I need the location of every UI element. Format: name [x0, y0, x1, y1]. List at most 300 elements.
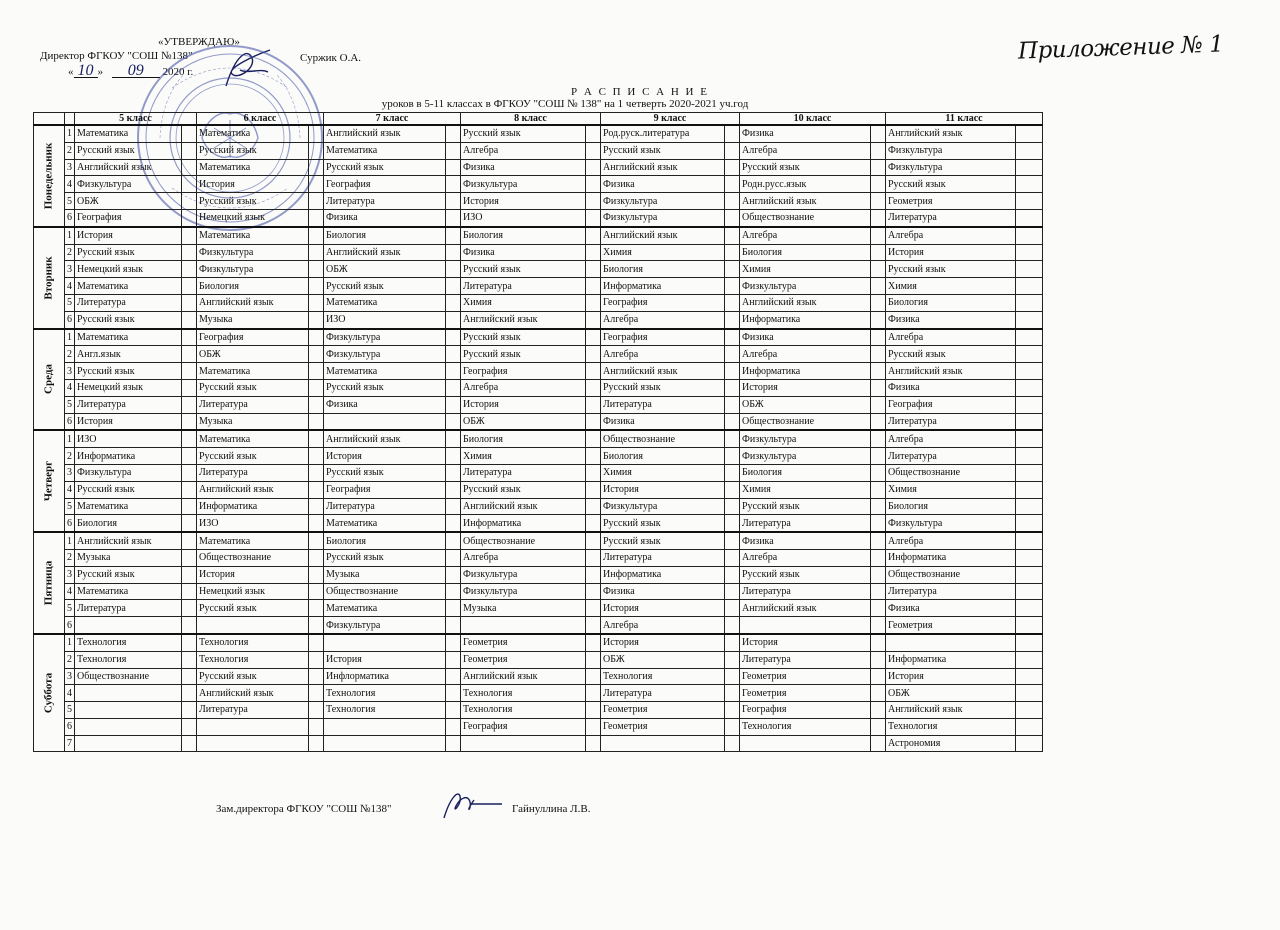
subject-cell: История — [740, 634, 871, 651]
subject-cell: Физкультура — [75, 176, 182, 193]
room-cell — [309, 448, 324, 465]
subject-cell: Технология — [324, 685, 446, 702]
subject-cell: ОБЖ — [886, 685, 1016, 702]
lesson-row — [34, 193, 1043, 210]
subject-cell: Геометрия — [461, 651, 586, 668]
deputy-name: Гайнуллина Л.В. — [512, 803, 591, 815]
director-name: Суржик О.А. — [300, 52, 362, 64]
subject-cell: История — [740, 379, 871, 396]
room-cell — [446, 498, 461, 515]
lesson-number: 5 — [65, 600, 75, 617]
subject-cell: Математика — [324, 600, 446, 617]
room-cell — [725, 448, 740, 465]
room-cell — [446, 532, 461, 549]
room-cell — [1016, 702, 1043, 719]
lesson-number: 2 — [65, 142, 75, 159]
subject-cell: Русский язык — [75, 363, 182, 380]
lesson-number: 5 — [65, 498, 75, 515]
day-cell — [34, 634, 65, 752]
subject-cell: Химия — [601, 244, 725, 261]
room-cell — [725, 244, 740, 261]
lesson-row — [34, 430, 1043, 447]
room-cell — [309, 159, 324, 176]
subject-cell — [740, 617, 871, 634]
room-cell — [1016, 515, 1043, 532]
lesson-row — [34, 566, 1043, 583]
subject-cell: Русский язык — [197, 668, 309, 685]
subject-cell: Геометрия — [886, 193, 1016, 210]
lesson-row — [34, 583, 1043, 600]
day-label: Суббота — [42, 673, 55, 714]
room-cell — [586, 498, 601, 515]
subject-cell: Литература — [886, 413, 1016, 430]
subject-cell: История — [601, 481, 725, 498]
room-cell — [309, 702, 324, 719]
subject-cell: ИЗО — [75, 430, 182, 447]
subject-cell: Обществознание — [197, 549, 309, 566]
lesson-number: 3 — [65, 464, 75, 481]
room-cell — [446, 600, 461, 617]
room-cell — [182, 430, 197, 447]
subject-cell: Музыка — [75, 549, 182, 566]
room-cell — [309, 481, 324, 498]
room-cell — [309, 566, 324, 583]
subject-cell: Английский язык — [324, 244, 446, 261]
subject-cell: История — [197, 566, 309, 583]
subject-cell: Биология — [740, 464, 871, 481]
lesson-row — [34, 379, 1043, 396]
room-cell — [309, 651, 324, 668]
subject-cell: Математика — [75, 329, 182, 346]
room-cell — [586, 634, 601, 651]
subject-cell: Русский язык — [197, 142, 309, 159]
room-cell — [446, 668, 461, 685]
room-cell — [586, 617, 601, 634]
room-cell — [586, 261, 601, 278]
room-cell — [1016, 566, 1043, 583]
subject-cell: Литература — [461, 278, 586, 295]
subject-cell: Физкультура — [197, 244, 309, 261]
room-cell — [1016, 634, 1043, 651]
subject-cell: Химия — [886, 278, 1016, 295]
room-cell — [725, 142, 740, 159]
room-cell — [446, 227, 461, 244]
lesson-row — [34, 735, 1043, 752]
room-cell — [586, 311, 601, 328]
subject-cell: История — [601, 634, 725, 651]
subject-cell: Английский язык — [197, 294, 309, 311]
document-subtitle: уроков в 5-11 классах в ФГКОУ "СОШ № 138" на 1 четверть 2020-2021 уч.год — [381, 98, 749, 110]
room-cell — [446, 464, 461, 481]
subject-cell: Литература — [75, 600, 182, 617]
room-cell — [871, 329, 886, 346]
room-cell — [725, 261, 740, 278]
subject-cell: Математика — [75, 278, 182, 295]
subject-cell — [324, 634, 446, 651]
subject-cell: Немецкий язык — [75, 379, 182, 396]
room-cell — [446, 261, 461, 278]
room-cell — [446, 718, 461, 735]
room-cell — [871, 702, 886, 719]
room-cell — [182, 176, 197, 193]
subject-cell: ИЗО — [324, 311, 446, 328]
lesson-row — [34, 159, 1043, 176]
room-cell — [446, 583, 461, 600]
class-header-row — [34, 113, 1043, 126]
room-cell — [182, 481, 197, 498]
lesson-row — [34, 702, 1043, 719]
room-cell — [182, 515, 197, 532]
director-title: Директор ФГКОУ "СОШ №138" — [40, 50, 193, 62]
subject-cell: Биология — [197, 278, 309, 295]
subject-cell: Инфлорматика — [324, 668, 446, 685]
room-cell — [725, 329, 740, 346]
lesson-number: 4 — [65, 176, 75, 193]
room-cell — [1016, 413, 1043, 430]
room-cell — [182, 379, 197, 396]
subject-cell: Английский язык — [324, 430, 446, 447]
room-cell — [871, 227, 886, 244]
room-cell — [309, 209, 324, 226]
room-cell — [586, 651, 601, 668]
lesson-row — [34, 227, 1043, 244]
subject-cell: Английский язык — [197, 481, 309, 498]
subject-cell: Информатика — [601, 566, 725, 583]
lesson-number: 4 — [65, 379, 75, 396]
room-cell — [725, 532, 740, 549]
room-cell — [446, 651, 461, 668]
subject-cell: Русский язык — [886, 176, 1016, 193]
class-header: 10 класс — [740, 113, 886, 126]
subject-cell: История — [75, 227, 182, 244]
lesson-row — [34, 125, 1043, 142]
lesson-row — [34, 261, 1043, 278]
subject-cell: Обществознание — [601, 430, 725, 447]
room-cell — [182, 142, 197, 159]
room-cell — [871, 617, 886, 634]
room-cell — [871, 685, 886, 702]
room-cell — [1016, 159, 1043, 176]
day-cell — [34, 227, 65, 329]
subject-cell: Физкультура — [601, 193, 725, 210]
room-cell — [1016, 363, 1043, 380]
room-cell — [1016, 294, 1043, 311]
subject-cell — [75, 685, 182, 702]
room-cell — [182, 159, 197, 176]
subject-cell: Алгебра — [886, 227, 1016, 244]
room-cell — [446, 363, 461, 380]
room-cell — [871, 244, 886, 261]
lesson-number: 3 — [65, 363, 75, 380]
subject-cell — [75, 735, 182, 752]
subject-cell: Алгебра — [886, 430, 1016, 447]
room-cell — [725, 346, 740, 363]
room-cell — [725, 566, 740, 583]
lesson-number: 2 — [65, 651, 75, 668]
room-cell — [309, 583, 324, 600]
room-cell — [725, 430, 740, 447]
room-cell — [586, 142, 601, 159]
subject-cell: Технология — [740, 718, 871, 735]
subject-cell: Обществознание — [324, 583, 446, 600]
room-cell — [182, 311, 197, 328]
subject-cell: История — [197, 176, 309, 193]
room-cell — [182, 634, 197, 651]
subject-cell: Английский язык — [75, 159, 182, 176]
approve-label: «УТВЕРЖДАЮ» — [158, 36, 240, 48]
subject-cell: Род.руск.литература — [601, 125, 725, 142]
subject-cell: Русский язык — [75, 566, 182, 583]
lesson-row — [34, 413, 1043, 430]
lesson-number: 1 — [65, 634, 75, 651]
subject-cell: Литература — [461, 464, 586, 481]
subject-cell: Биология — [886, 294, 1016, 311]
room-cell — [586, 566, 601, 583]
room-cell — [309, 685, 324, 702]
lesson-row — [34, 311, 1043, 328]
room-cell — [871, 176, 886, 193]
room-cell — [309, 413, 324, 430]
room-cell — [182, 498, 197, 515]
subject-cell — [601, 735, 725, 752]
subject-cell: Математика — [75, 583, 182, 600]
subject-cell: Математика — [197, 532, 309, 549]
subject-cell: Физкультура — [324, 329, 446, 346]
subject-cell: Литература — [324, 193, 446, 210]
room-cell — [309, 244, 324, 261]
subject-cell: Технология — [197, 651, 309, 668]
class-header: 7 класс — [324, 113, 461, 126]
room-cell — [309, 294, 324, 311]
subject-cell: Алгебра — [740, 346, 871, 363]
room-cell — [871, 515, 886, 532]
subject-cell: Алгебра — [601, 617, 725, 634]
room-cell — [725, 617, 740, 634]
subject-cell: Технология — [461, 702, 586, 719]
day-label: Среда — [42, 364, 55, 395]
subject-cell: Химия — [886, 481, 1016, 498]
room-cell — [1016, 379, 1043, 396]
room-cell — [1016, 448, 1043, 465]
lesson-number: 5 — [65, 396, 75, 413]
room-cell — [586, 481, 601, 498]
subject-cell: Физкультура — [324, 617, 446, 634]
room-cell — [309, 261, 324, 278]
room-cell — [725, 498, 740, 515]
subject-cell: Физкультура — [324, 346, 446, 363]
subject-cell: Литература — [886, 583, 1016, 600]
subject-cell: Английский язык — [461, 498, 586, 515]
room-cell — [1016, 718, 1043, 735]
subject-cell: Русский язык — [740, 566, 871, 583]
subject-cell: Алгебра — [461, 379, 586, 396]
room-cell — [871, 668, 886, 685]
subject-cell: Биология — [601, 261, 725, 278]
lesson-number: 5 — [65, 193, 75, 210]
subject-cell: Русский язык — [75, 481, 182, 498]
header-corner — [65, 113, 75, 126]
subject-cell — [324, 718, 446, 735]
deputy-title: Зам.директора ФГКОУ "СОШ №138" — [216, 803, 392, 815]
room-cell — [1016, 261, 1043, 278]
lesson-row — [34, 209, 1043, 226]
lesson-number: 3 — [65, 159, 75, 176]
room-cell — [309, 634, 324, 651]
room-cell — [446, 244, 461, 261]
subject-cell: Немецкий язык — [75, 261, 182, 278]
subject-cell: ИЗО — [197, 515, 309, 532]
room-cell — [586, 668, 601, 685]
subject-cell: Информатика — [197, 498, 309, 515]
subject-cell: Физика — [461, 159, 586, 176]
room-cell — [1016, 311, 1043, 328]
room-cell — [182, 685, 197, 702]
lesson-number: 7 — [65, 735, 75, 752]
subject-cell: Русский язык — [324, 379, 446, 396]
room-cell — [309, 311, 324, 328]
room-cell — [309, 515, 324, 532]
subject-cell: Биология — [601, 448, 725, 465]
subject-cell — [75, 718, 182, 735]
subject-cell: Алгебра — [740, 142, 871, 159]
room-cell — [309, 498, 324, 515]
subject-cell: Физкультура — [601, 209, 725, 226]
room-cell — [309, 430, 324, 447]
subject-cell: Русский язык — [740, 498, 871, 515]
subject-cell: Физкультура — [740, 448, 871, 465]
room-cell — [182, 617, 197, 634]
subject-cell: Технология — [601, 668, 725, 685]
subject-cell: Физкультура — [886, 159, 1016, 176]
room-cell — [446, 142, 461, 159]
room-cell — [309, 668, 324, 685]
class-header: 9 класс — [601, 113, 740, 126]
subject-cell: Музыка — [461, 600, 586, 617]
subject-cell: Химия — [601, 464, 725, 481]
subject-cell: ОБЖ — [324, 261, 446, 278]
subject-cell — [197, 735, 309, 752]
lesson-number: 4 — [65, 583, 75, 600]
subject-cell: Русский язык — [461, 329, 586, 346]
room-cell — [871, 311, 886, 328]
subject-cell: Литература — [886, 209, 1016, 226]
subject-cell: Обществознание — [740, 413, 871, 430]
room-cell — [586, 396, 601, 413]
lesson-number: 1 — [65, 329, 75, 346]
subject-cell: Алгебра — [461, 549, 586, 566]
room-cell — [586, 549, 601, 566]
room-cell — [1016, 464, 1043, 481]
room-cell — [182, 532, 197, 549]
subject-cell: Информатика — [461, 515, 586, 532]
subject-cell: Русский язык — [601, 532, 725, 549]
room-cell — [586, 702, 601, 719]
subject-cell: Информатика — [886, 549, 1016, 566]
lesson-row — [34, 498, 1043, 515]
subject-cell: Английский язык — [601, 363, 725, 380]
approval-date: « 10 » 09 2020 г. — [68, 62, 194, 79]
room-cell — [725, 159, 740, 176]
room-cell — [871, 396, 886, 413]
room-cell — [309, 718, 324, 735]
subject-cell: Английский язык — [886, 702, 1016, 719]
subject-cell: Физика — [601, 413, 725, 430]
room-cell — [309, 346, 324, 363]
subject-cell: Физика — [886, 311, 1016, 328]
room-cell — [1016, 193, 1043, 210]
lesson-row — [34, 278, 1043, 295]
room-cell — [586, 125, 601, 142]
lesson-row — [34, 634, 1043, 651]
room-cell — [725, 413, 740, 430]
subject-cell: Алгебра — [601, 311, 725, 328]
subject-cell: Химия — [740, 261, 871, 278]
lesson-row — [34, 294, 1043, 311]
room-cell — [182, 702, 197, 719]
room-cell — [586, 379, 601, 396]
subject-cell: Физкультура — [461, 176, 586, 193]
room-cell — [446, 549, 461, 566]
subject-cell: География — [324, 481, 446, 498]
room-cell — [725, 685, 740, 702]
room-cell — [1016, 244, 1043, 261]
subject-cell: Литература — [601, 396, 725, 413]
room-cell — [182, 583, 197, 600]
schedule-table — [33, 112, 1043, 752]
room-cell — [182, 549, 197, 566]
room-cell — [871, 209, 886, 226]
room-cell — [1016, 651, 1043, 668]
subject-cell — [324, 735, 446, 752]
subject-cell: Технология — [75, 634, 182, 651]
lesson-row — [34, 668, 1043, 685]
lesson-number: 6 — [65, 617, 75, 634]
room-cell — [725, 718, 740, 735]
subject-cell: Музыка — [197, 311, 309, 328]
subject-cell: Физкультура — [886, 142, 1016, 159]
subject-cell: Технология — [197, 634, 309, 651]
lesson-row — [34, 346, 1043, 363]
room-cell — [1016, 498, 1043, 515]
lesson-number: 3 — [65, 668, 75, 685]
room-cell — [725, 125, 740, 142]
subject-cell: Английский язык — [601, 227, 725, 244]
lesson-row — [34, 363, 1043, 380]
subject-cell: Геометрия — [740, 668, 871, 685]
day-label: Вторник — [42, 256, 55, 300]
room-cell — [446, 413, 461, 430]
subject-cell: Технология — [324, 702, 446, 719]
lesson-row — [34, 142, 1043, 159]
subject-cell — [197, 718, 309, 735]
room-cell — [182, 566, 197, 583]
room-cell — [1016, 329, 1043, 346]
subject-cell: Литература — [197, 464, 309, 481]
subject-cell: Алгебра — [740, 227, 871, 244]
subject-cell: Физика — [461, 244, 586, 261]
room-cell — [182, 396, 197, 413]
subject-cell: Физкультура — [461, 583, 586, 600]
subject-cell: Алгебра — [740, 549, 871, 566]
subject-cell: Биология — [461, 227, 586, 244]
subject-cell: Русский язык — [461, 346, 586, 363]
subject-cell: Англ.язык — [75, 346, 182, 363]
room-cell — [586, 448, 601, 465]
room-cell — [871, 448, 886, 465]
subject-cell: Биология — [324, 227, 446, 244]
room-cell — [309, 379, 324, 396]
subject-cell: Математика — [324, 294, 446, 311]
